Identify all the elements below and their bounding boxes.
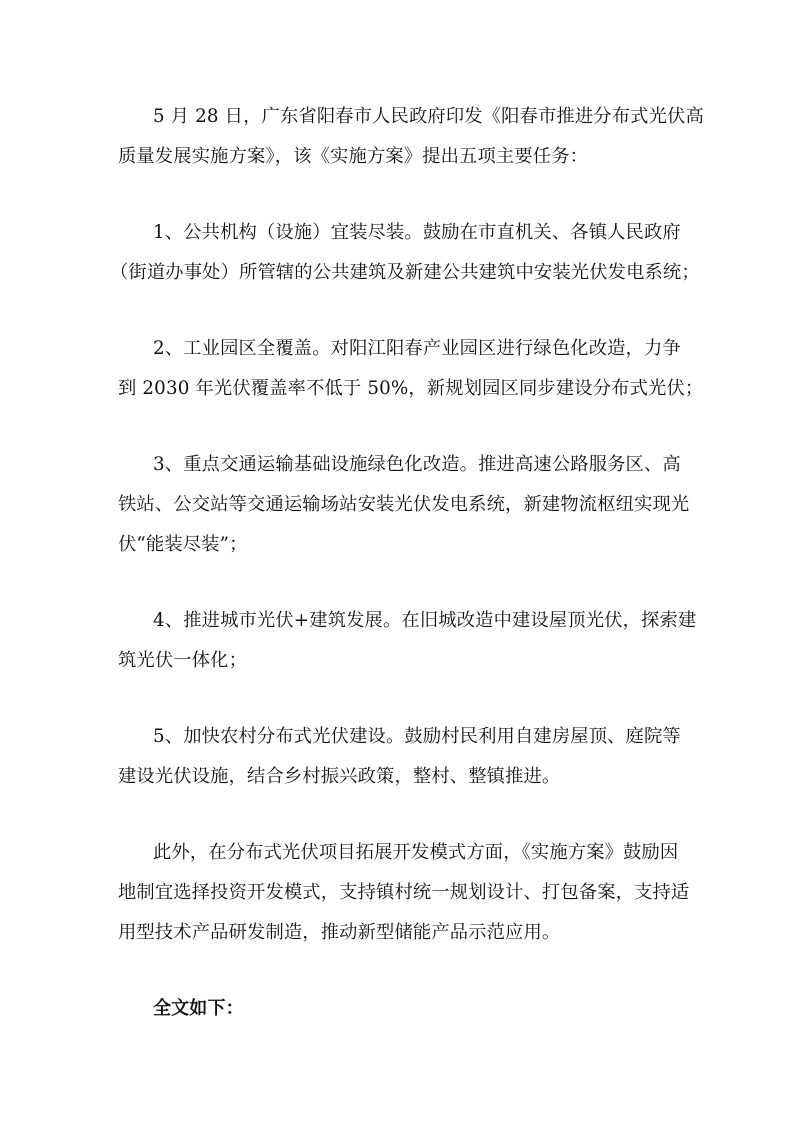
paragraph-line: 伏“能装尽装”；: [118, 534, 248, 555]
intro-paragraph: [118, 97, 704, 177]
closing-heading: 全文如下：: [153, 998, 244, 1019]
closing-heading-paragraph: [118, 989, 678, 1029]
paragraph-line: 铁站、公交站等交通运输场站安装光伏发电系统，新建物流枢纽实现光: [118, 494, 690, 515]
paragraph-line: 地制宜选择投资开发模式，支持镇村统一规划设计、打包备案，支持适: [118, 882, 690, 903]
paragraph-line: 5 月 28 日，广东省阳春市人民政府印发《阳春市推进分布式光伏高: [153, 106, 704, 127]
task-5-paragraph: [118, 717, 681, 797]
paragraph-line: 3、重点交通运输基础设施绿色化改造。推进高速公路服务区、高: [153, 454, 681, 475]
task-1-paragraph: [110, 213, 700, 293]
paragraph-line: 用型技术产品研发制造，推动新型储能产品示范应用。: [118, 922, 561, 943]
paragraph-line: 此外，在分布式光伏项目拓展开发模式方面，《实施方案》鼓励因: [153, 842, 679, 863]
task-3-paragraph: [118, 445, 690, 565]
document-page: [110, 97, 704, 1065]
paragraph-line: 质量发展实施方案》，该《实施方案》提出五项主要任务：: [118, 146, 589, 167]
paragraph-line: 到 2030 年光伏覆盖率不低于 50%，新规划园区同步建设分布式光伏；: [118, 378, 704, 399]
paragraph-line: 5、加快农村分布式光伏建设。鼓励村民利用自建房屋顶、庭院等: [153, 726, 681, 747]
task-4-paragraph: [118, 601, 697, 681]
paragraph-line: 1、公共机构（设施）宜装尽装。鼓励在市直机关、各镇人民政府: [153, 222, 681, 243]
paragraph-line: 建设光伏设施，结合乡村振兴政策，整村、整镇推进。: [118, 766, 561, 787]
paragraph-line: 4、推进城市光伏+建筑发展。在旧城改造中建设屋顶光伏，探索建: [153, 610, 697, 631]
additional-paragraph: [118, 833, 690, 953]
paragraph-line: 2、工业园区全覆盖。对阳江阳春产业园区进行绿色化改造，力争: [153, 338, 681, 359]
task-2-paragraph: [118, 329, 704, 409]
paragraph-line: 筑光伏一体化；: [118, 650, 248, 671]
paragraph-line: （街道办事处）所管辖的公共建筑及新建公共建筑中安装光伏发电系统；: [110, 262, 700, 283]
